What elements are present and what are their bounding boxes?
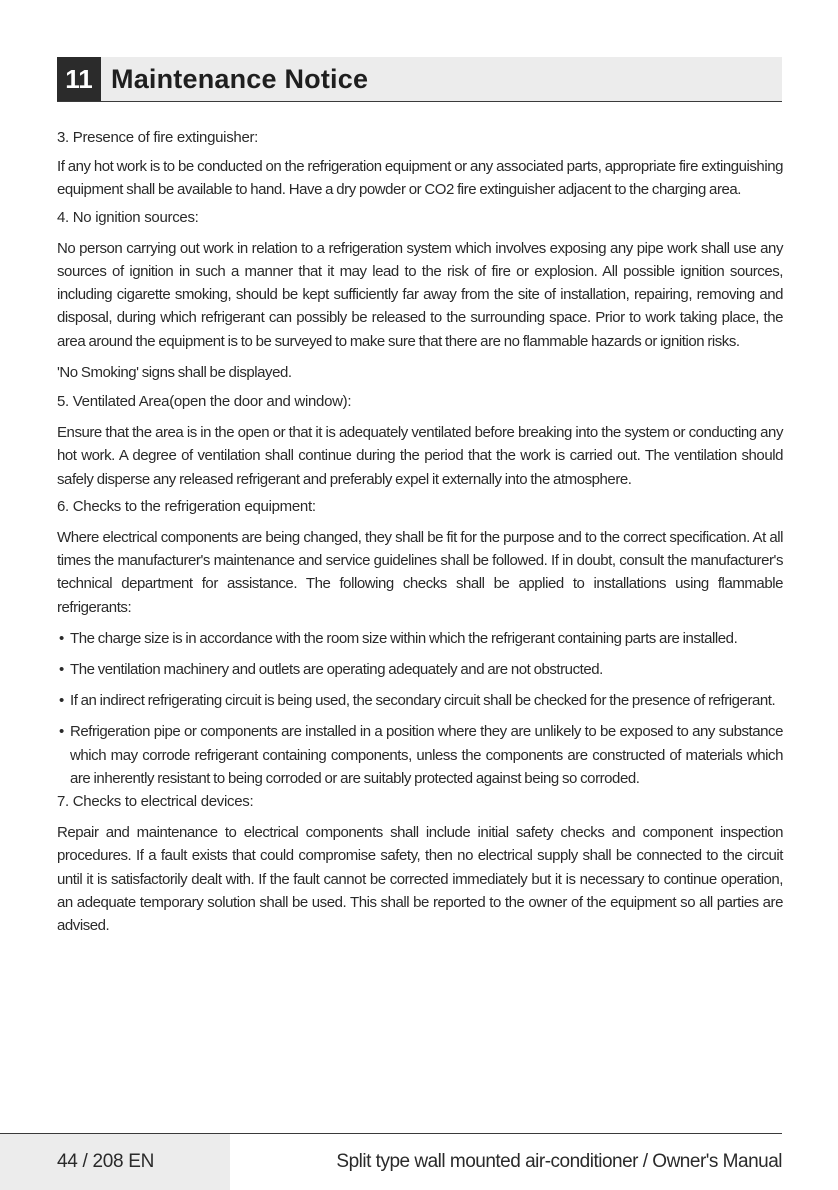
section-5-paragraph: Ensure that the area is in the open or that it is adequately ventilated before breaking into the system or conducting any hot work. A degree of ventilation shall continue during the period that the work is carried out. The ventilation should safely disperse any released refrigerant and preferably expel it externally into the atmosphere. (57, 424, 783, 488)
section-heading-6: 6. Checks to the refrigeration equipment: (57, 497, 316, 515)
bullet-dot: • (59, 723, 64, 741)
bullet-dot: • (59, 692, 64, 710)
bullet-text: If an indirect refrigerating circuit is being used, the secondary circuit shall be checked for the presence of refrigerant. (70, 692, 776, 710)
page-number: 44 / 208 EN (57, 1151, 155, 1172)
chapter-header (57, 57, 782, 102)
no-smoking-note: 'No Smoking' signs shall be displayed. (57, 363, 292, 381)
section-3-paragraph: If any hot work is to be conducted on the refrigeration equipment or any associated parts, appropriate fire extinguishing equipment shall be available to hand. Have a dry powder or CO2 fire extinguisher adjacent to the charging area. (57, 158, 783, 199)
section-heading-5: 5. Ventilated Area(open the door and window): (57, 393, 352, 411)
section-heading-3: 3. Presence of fire extinguisher: (57, 129, 259, 146)
list-item (57, 720, 783, 790)
bullet-text: Refrigeration pipe or components are installed in a position where they are unlikely to be exposed to any substance which may corrode refrigerant containing components, unless the components are constructed of materials which are inherently resistant to being corroded or are suitably protected against being so corroded. (70, 723, 783, 787)
section-heading-7: 7. Checks to electrical devices: (57, 793, 254, 811)
chapter-title: Maintenance Notice (111, 63, 369, 94)
section-6-paragraph: Where electrical components are being changed, they shall be fit for the purpose and to the correct specification. At all times the manufacturer's maintenance and service guidelines shall be followed. If in doubt, consult the manufacturer's technical department for assistance. The following checks shall be applied to installations using flammable refrigerants: (57, 529, 783, 616)
section-heading-4: 4. No ignition sources: (57, 208, 199, 226)
list-item (57, 658, 783, 681)
page-body (57, 126, 783, 937)
section-4-paragraph: No person carrying out work in relation to a refrigeration system which involves exposing any pipe work shall use any sources of ignition in such a manner that it may lead to the risk of fire or explosion. All possible ignition sources, including cigarette smoking, should be kept sufficiently far away from the site of installation, repairing, removing and disposal, during which refrigerant can possibly be released to the surrounding space. Prior to work taking place, the area around the equipment is to be surveyed to make sure that there are no flammable hazards or ignition risks. (57, 239, 783, 350)
section-7-paragraph: Repair and maintenance to electrical components shall include initial safety checks and component inspection procedures. If a fault exists that could compromise safety, then no electrical supply shall be connected to the circuit until it is satisfactorily dealt with. If the fault cannot be corrected immediately but it is necessary to continue operation, an adequate temporary solution shall be used. This shall be reported to the owner of the equipment so all parties are advised. (57, 824, 783, 935)
bullet-text: The ventilation machinery and outlets are operating adequately and are not obstructed. (70, 661, 603, 679)
bullet-dot: • (59, 661, 64, 679)
document-title: Split type wall mounted air-conditioner / Owner's Manual (336, 1151, 782, 1172)
bullet-text: The charge size is in accordance with the room size within which the refrigerant containing parts are installed. (70, 629, 738, 647)
list-item (57, 689, 783, 712)
bullet-dot: • (59, 629, 64, 647)
chapter-number: 11 (57, 57, 101, 101)
list-item (57, 627, 783, 650)
